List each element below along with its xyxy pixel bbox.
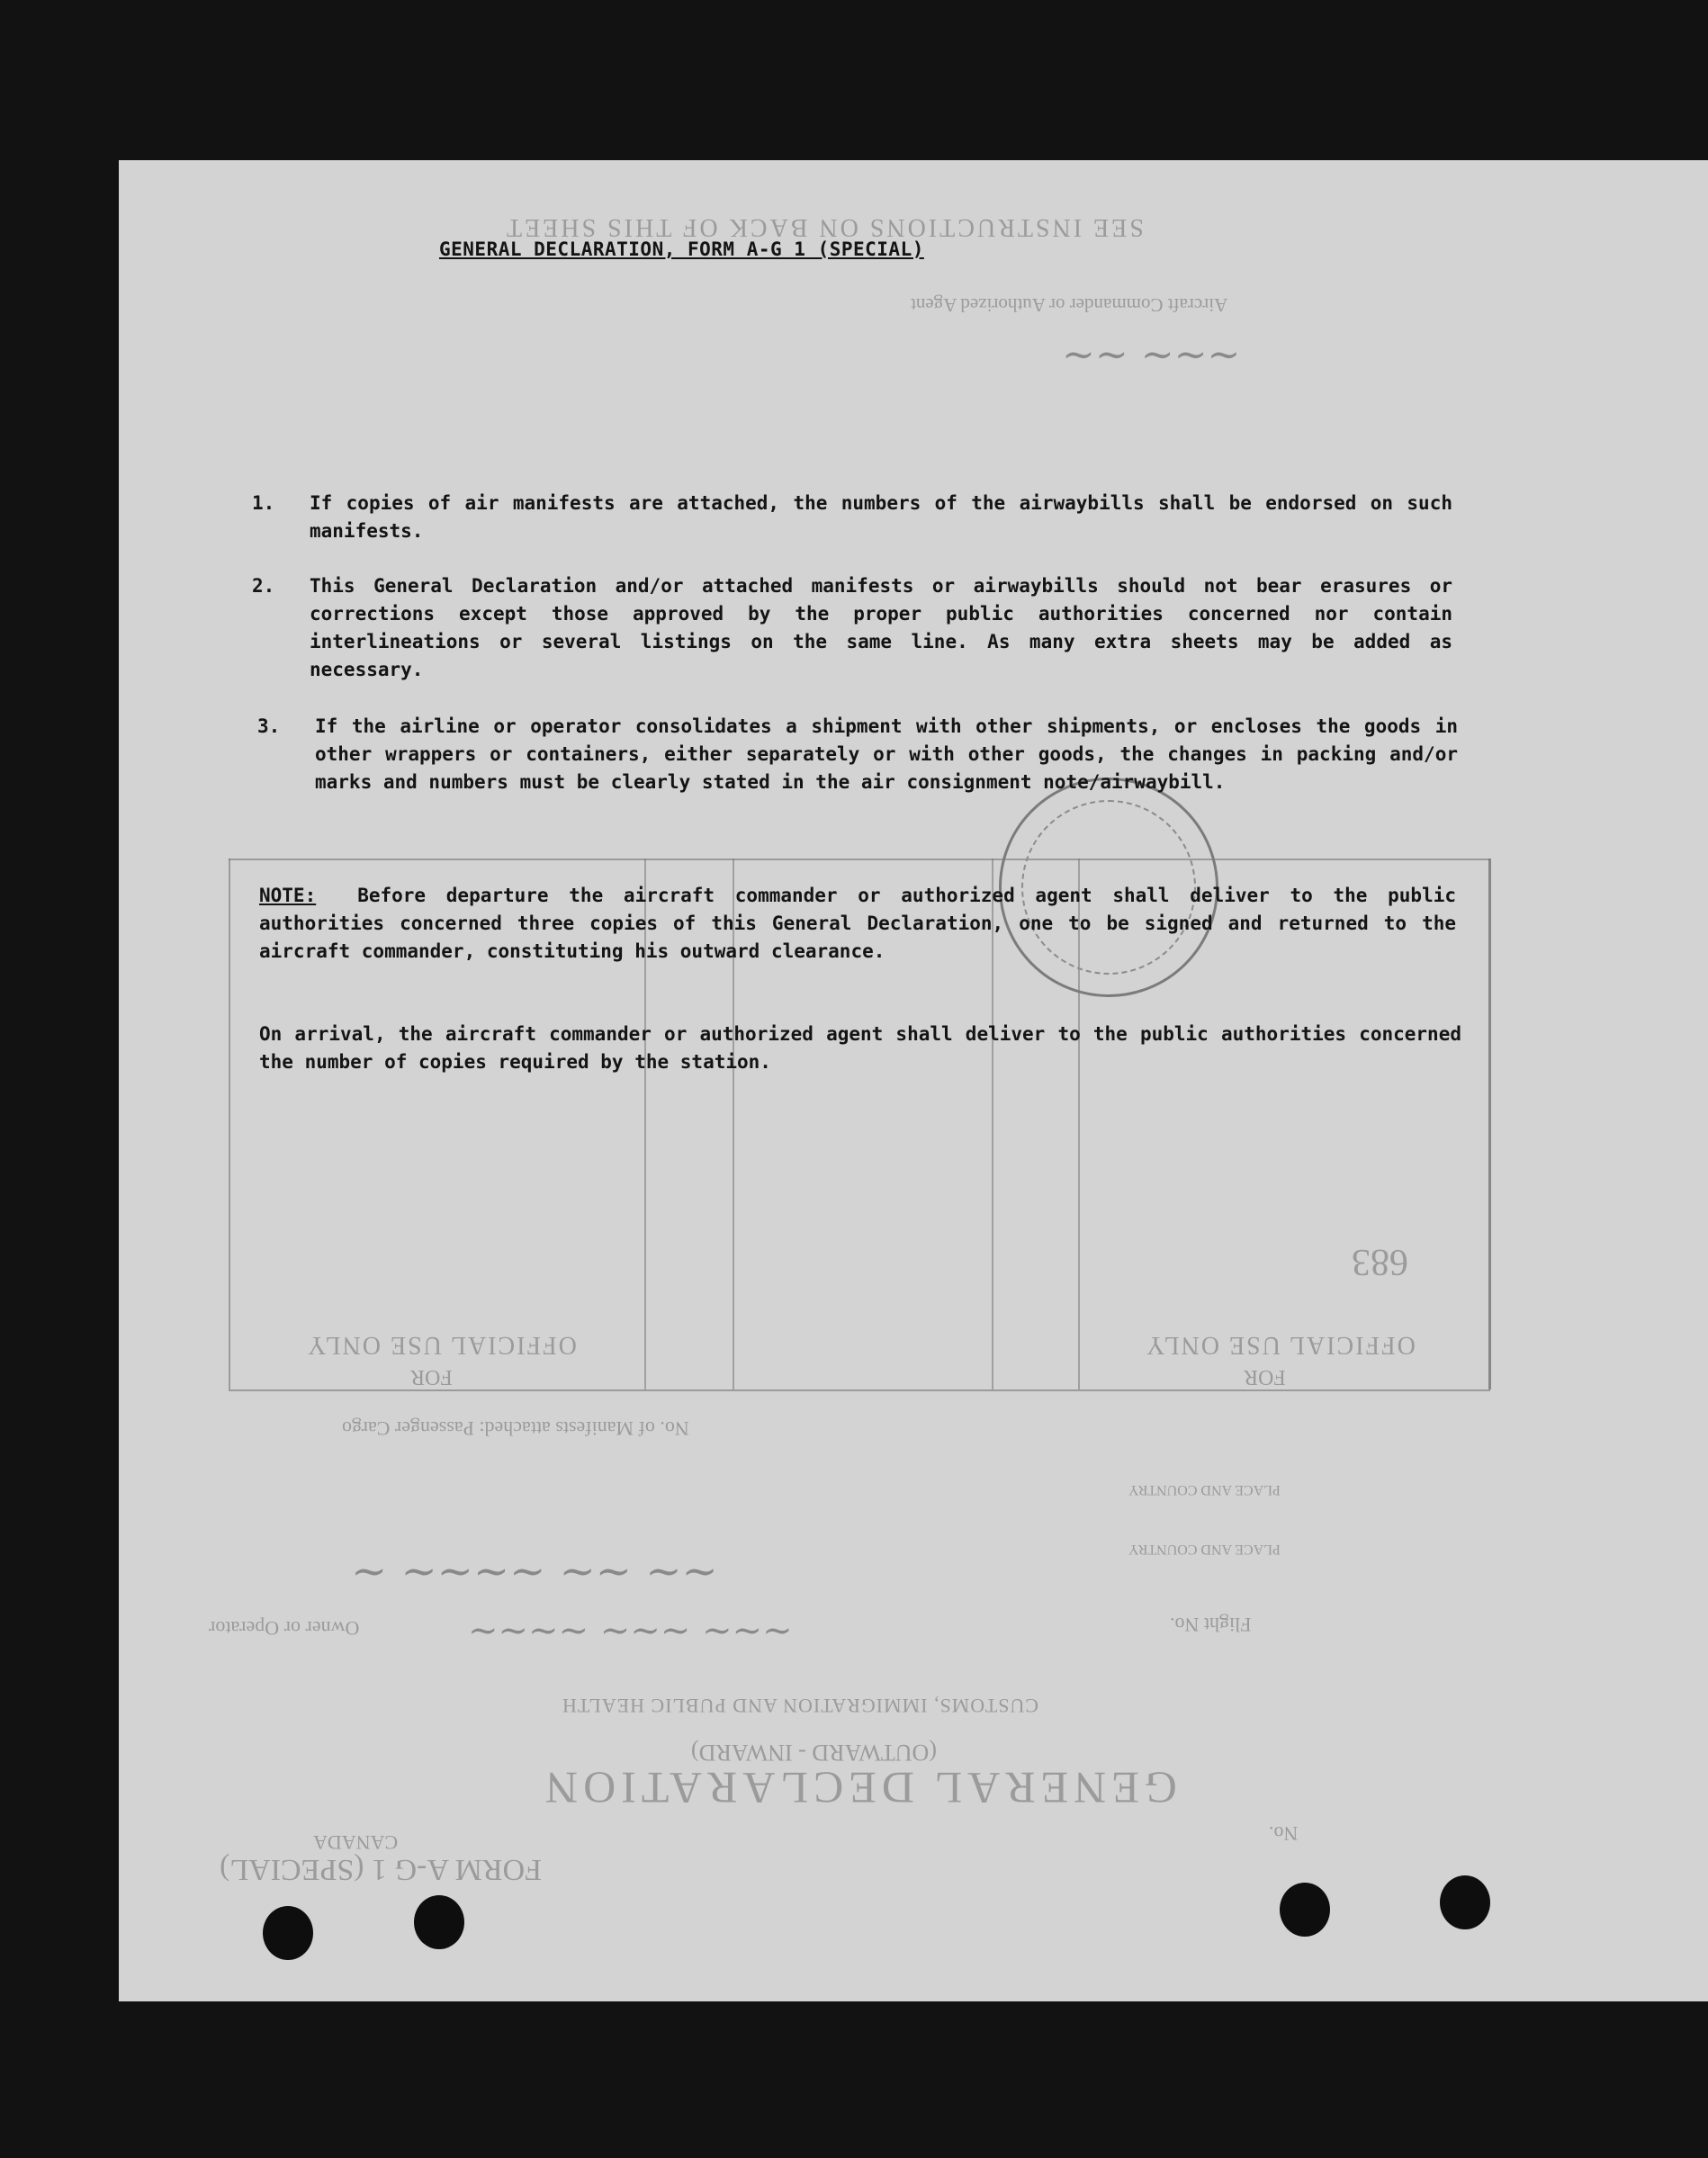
ghost-signature-line: Aircraft Commander or Authorized Agent (911, 294, 1228, 316)
ghost-form: FORM A-G 1 (SPECIAL) (220, 1853, 542, 1886)
item-text: This General Declaration and/or attached manifests or airwaybills should not bear erasures or corrections except those approved by the proper public authorities concerned nor contain interlineations or several listings on the same line. As many extra sheets may be added as necessary. (310, 575, 1452, 680)
ghost-canada: CANADA (313, 1831, 399, 1854)
note-paragraph (259, 882, 1456, 966)
ghost-for-right: FOR (1244, 1365, 1286, 1389)
note-text: Before departure the aircraft commander or authorized agent shall deliver to the public authorities concerned three copies of this General Declaration, one to be signed and returned to the aircraft commander, constituting his outward clearance. (259, 885, 1456, 962)
punch-hole (263, 1906, 313, 1960)
item-number: 2. (252, 575, 275, 597)
ghost-owner: Owner or Operator (209, 1617, 360, 1640)
ghost-handwriting-owner: ~~~ ~~~ ~~~~ (468, 1611, 793, 1652)
ghost-number: 683 (1352, 1241, 1408, 1282)
ghost-flight-no: Flight No. (1170, 1614, 1252, 1636)
ghost-official-use-right: OFFICIAL USE ONLY (1145, 1331, 1416, 1359)
punch-hole (1440, 1875, 1490, 1929)
page-title: GENERAL DECLARATION, FORM A-G 1 (SPECIAL) (439, 238, 924, 260)
item-number: 1. (252, 492, 275, 514)
ghost-for-left: FOR (410, 1365, 453, 1389)
ghost-handwriting-signature: ~~~ ~~ (1062, 333, 1241, 379)
ghost-place-country-2: PLACE AND COUNTRY (1128, 1542, 1281, 1557)
ghost-grid-left (229, 859, 230, 1389)
punch-hole (414, 1895, 464, 1949)
ghost-manifests-line: No. of Manifests attached: Passenger Cargo (342, 1417, 689, 1440)
ghost-grid-bottom (229, 1389, 1490, 1391)
punch-hole (1280, 1883, 1330, 1937)
ghost-outward-inward: (OUTWARD - INWARD) (691, 1740, 937, 1766)
document-page (119, 160, 1708, 2001)
item-text: If copies of air manifests are attached, the numbers of the airwaybills shall be endorsed on such manifests. (310, 492, 1452, 542)
item-number: 3. (257, 715, 281, 737)
ghost-no: No. (1269, 1822, 1299, 1845)
ghost-instructions-line: SEE INSTRUCTIONS ON BACK OF THIS SHEET (504, 213, 1144, 241)
ghost-customs: CUSTOMS, IMMIGRATION AND PUBLIC HEALTH (562, 1695, 1038, 1717)
arrival-paragraph: On arrival, the aircraft commander or authorized agent shall deliver to the public authorities concerned the number of copies required by the station. (259, 1023, 1461, 1073)
ghost-grid-right (1488, 859, 1491, 1389)
ghost-place-country-1: PLACE AND COUNTRY (1128, 1482, 1281, 1497)
ghost-grid-top (229, 859, 1490, 860)
ghost-handwriting-registration: ~~ ~~ ~~~~ ~ (351, 1548, 718, 1598)
item-text: If the airline or operator consolidates a shipment with other shipments, or encloses the goods in other wrappers or containers, either separately or with other goods, the changes in packing and/or marks and numbers must be clearly stated in the air consignment note/airwaybill. (315, 715, 1458, 793)
note-label: NOTE: (259, 885, 317, 906)
ghost-official-use-left: OFFICIAL USE ONLY (306, 1331, 577, 1359)
ghost-general-declaration: GENERAL DECLARATION (540, 1763, 1177, 1813)
